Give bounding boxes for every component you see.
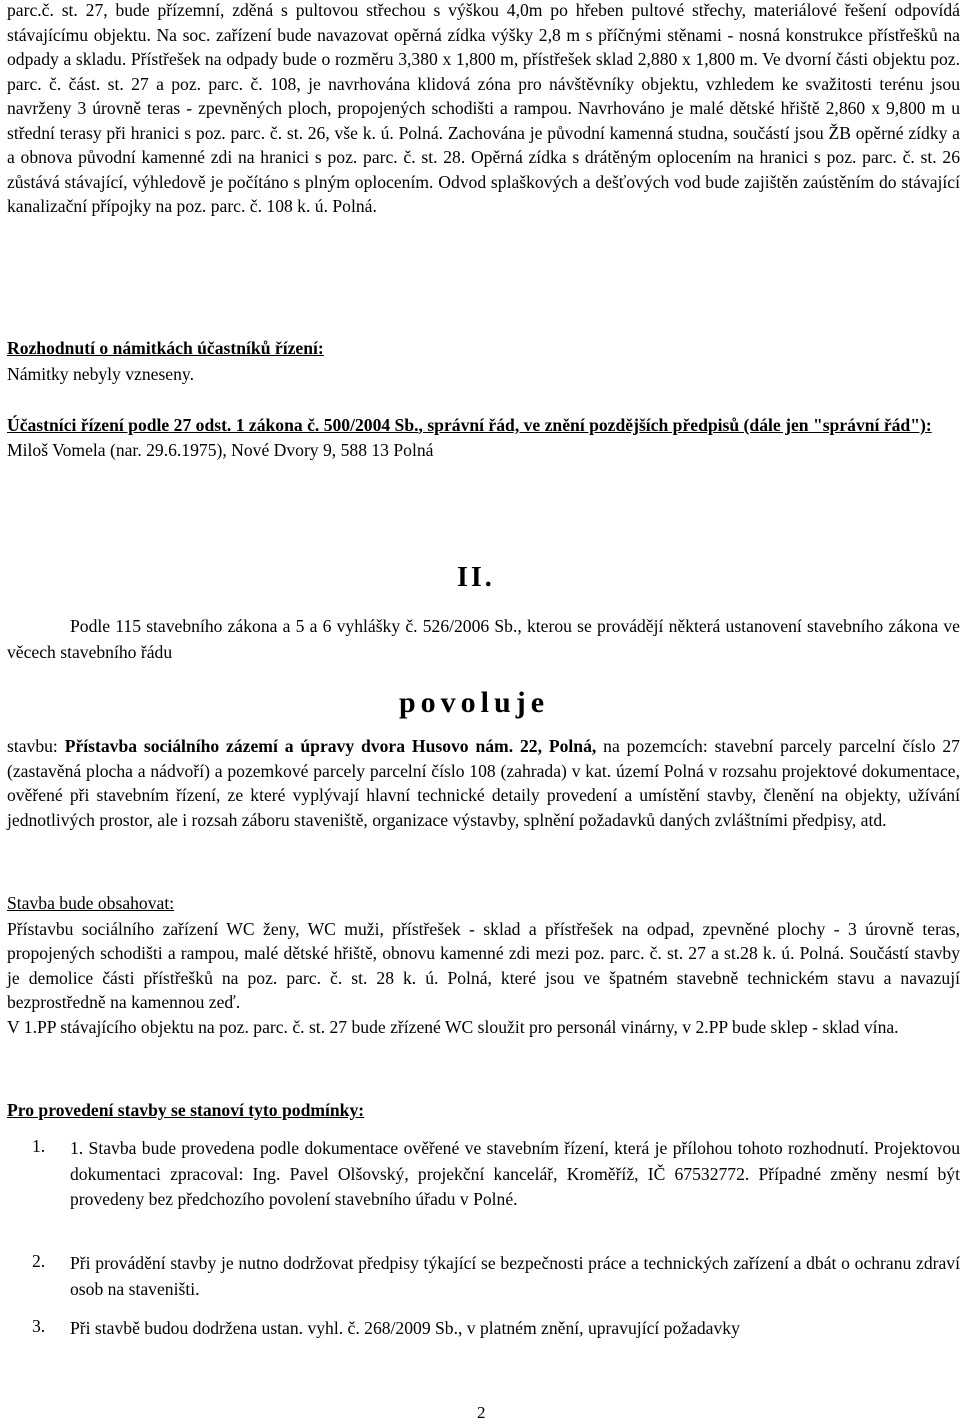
objections-section (7, 336, 960, 387)
construction-prefix: stavbu: (7, 736, 65, 756)
condition-item-2 (32, 1251, 960, 1302)
condition-item-3 (32, 1316, 960, 1342)
decision-word: povoluje (399, 686, 550, 719)
construction-name: Přístavba sociálního zázemí a úpravy dvora Husovo nám. 22, Polná, (64, 736, 597, 756)
condition-text: Při stavbě budou dodržena ustan. vyhl. č. 268/2009 Sb., v platném znění, upravující požadavky (70, 1318, 740, 1338)
condition-number: 1. (32, 1136, 46, 1156)
section-number: II. (457, 562, 495, 593)
condition-number: 3. (32, 1316, 46, 1336)
content-heading: Stavba bude obsahovat: (7, 893, 175, 913)
objections-text: Námitky nebyly vzneseny. (7, 363, 194, 384)
construction-description: na pozemcích: stavební parcely parcelní číslo 27 (zastavěná plocha a nádvoří) a pozemkové parcely parcelní číslo 108 (zahrada) v kat. území Polná v rozsahu projektové dokumentace, ověřené při stavebním řízení, ze které vyplývají hlavní technické detaily provedení a umístění stavby, členění na objekty, užívání jednotlivých prostor, ale i rozsah záboru staveniště, organizace výstavby, splnění požadavků daných zvláštními předpisy, atd. (7, 736, 960, 830)
participants-section (7, 413, 960, 464)
participants-heading-part3: , správní řád, ve znění pozdějších předpisů (dále jen "správní řád"): (418, 415, 932, 435)
condition-text: 1. Stavba bude provedena podle dokumentace ověřené ve stavebním řízení, která je přílohou tohoto rozhodnutí. Projektovou dokumentaci zpracoval: Ing. Pavel Olšovský, projekční kancelář, Kroměříž, IČ 67532772. Případné změny nesmí být provedeny bez předchozího povolení stavebního úřadu v Polné. (70, 1138, 960, 1209)
participant-entry: Miloš Vomela (nar. 29.6.1975), Nové Dvory 9, 588 13 Polná (7, 440, 434, 460)
conditions-heading: Pro provedení stavby se stanoví tyto podmínky: (7, 1100, 365, 1120)
participants-heading (7, 413, 960, 437)
condition-text: Při provádění stavby je nutno dodržovat předpisy týkající se bezpečnosti práce a technických zařízení a dbát o ochranu zdraví osob na staveništi. (70, 1253, 960, 1299)
participants-heading-part2: 27 odst. 1 zákona č. 500/2004 Sb. (169, 415, 419, 435)
content-text-1: Přístavbu sociálního zařízení WC ženy, WC muži, přístřešek - sklad a přístřešek na odpad, zpevněné plochy - 3 úrovně teras, propojených schodišti a rampou, malé dětské hřiště, obnovu kamenné zdi mezi poz. parc. č. st. 27 a st.28 k. ú. Polná. Součástí stavby je demolice části přístřešků na poz. parc. č. st. 28 k. ú. Polná, které jsou ve špatném stavebně technickém stavu a navazují bezprostředně na kamennou zeď. (7, 918, 960, 1012)
participants-heading-part1: Účastníci řízení podle (7, 415, 170, 435)
page-number: 2 (477, 1403, 486, 1422)
legal-basis: Podle 115 stavebního zákona a 5 a 6 vyhlášky č. 526/2006 Sb., kterou se provádějí některá ustanovení stavebního zákona ve věcech stavebního řádu (7, 616, 960, 662)
condition-number: 2. (32, 1251, 46, 1271)
content-section (7, 891, 960, 1039)
objections-heading: Rozhodnutí o námitkách účastníků řízení: (7, 338, 324, 358)
construction-paragraph (7, 734, 960, 832)
intro-paragraph: parc.č. st. 27, bude přízemní, zděná s pultovou střechou s výškou 4,0m po hřeben pultové střechy, materiálové řešení odpovídá stávajícímu objektu. Na soc. zařízení bude navazovat opěrná zídka výšky 2,8 m s příčnými stěnami - nosná konstrukce přístřešků na odpady a skladu. Přístřešek na odpady bude o rozměru 3,380 x 1,800 m, přístřešek sklad 2,880 x 1,800 m. Ve dvorní části objektu poz. parc. č. část. st. 27 a poz. parc. č. 108, je navrhována klidová zóna pro návštěvníky objektu, vzhledem ke svažitosti terénu jsou navrženy 3 úrovně teras - zpevněných ploch, propojených schodišti a rampou. Navrhováno je malé dětské hřiště 2,860 x 9,800 m u střední terasy při hranici s poz. parc. č. st. 26, vše k. ú. Polná. Zachována je původní kamenná studna, součástí jsou ŽB opěrné zídky a a obnova původní kamenné zdi na hranici s poz. parc. č. st. 28. Opěrná zídka s drátěným oplocením na hranici s poz. parc. č. st. 26 zůstává stávající, výhledově je počítáno s plným oplocením. Odvod splaškových a dešťových vod bude zajištěn zaústěním do stávající kanalizační přípojky na poz. parc. č. 108 k. ú. Polná. (7, 0, 960, 216)
condition-item-1 (32, 1136, 960, 1213)
content-text-2: V 1.PP stávajícího objektu na poz. parc. č. st. 27 bude zřízené WC sloužit pro personál vinárny, v 2.PP bude sklep - sklad vína. (7, 1016, 899, 1037)
